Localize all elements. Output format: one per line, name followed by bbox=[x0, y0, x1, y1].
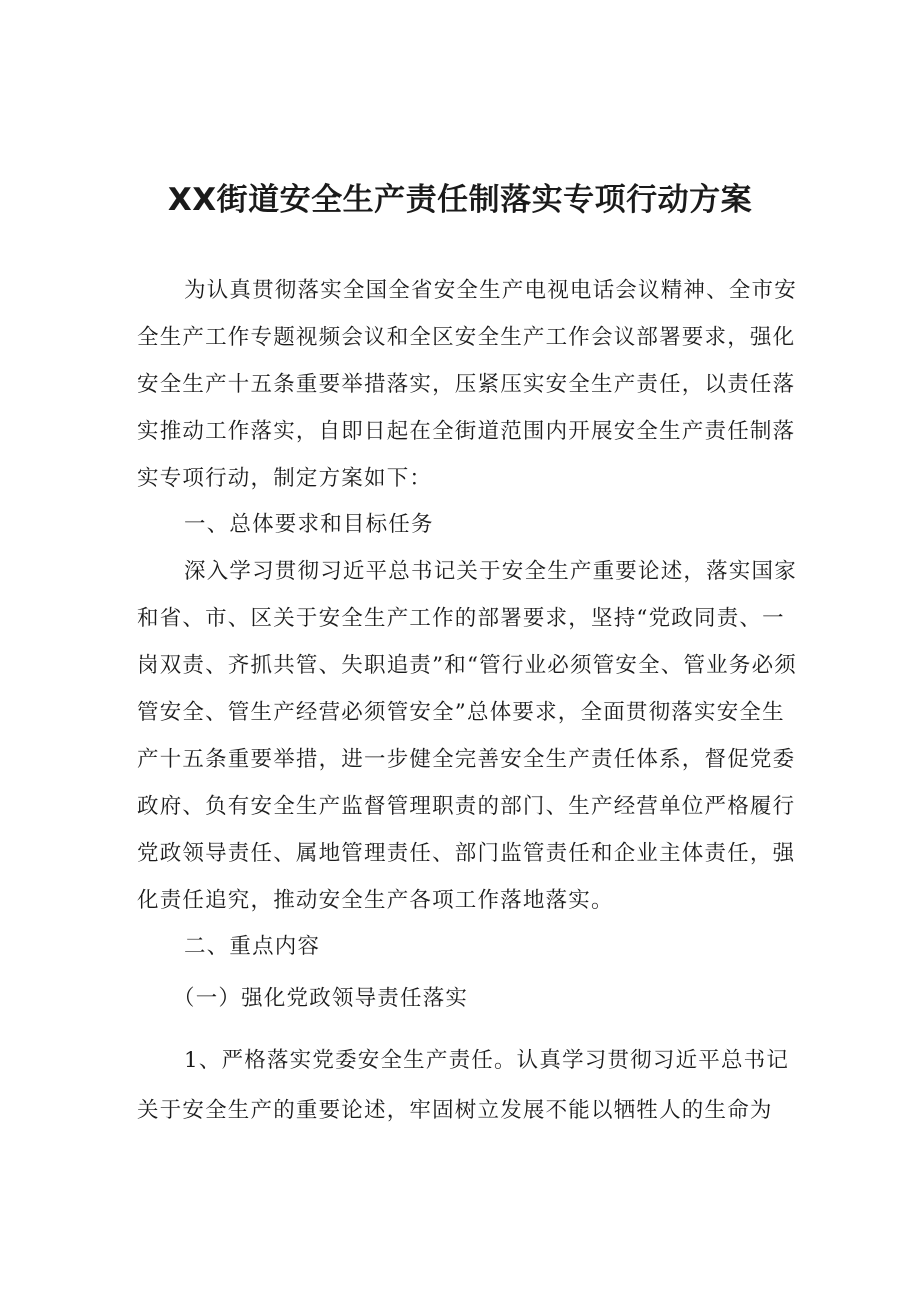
subsection-heading-party-leadership: （一）强化党政领导责任落实 bbox=[173, 986, 469, 1011]
item1-block bbox=[137, 1036, 797, 1136]
intro-paragraph: 为认真贯彻落实全国全省安全生产电视电话会议精神、全市安全生产工作专题视频会议和全区安全生产工作会议部署要求，强化安全生产十五条重要举措落实，压紧压实安全生产责任，以责任落实推动工作落实，自即日起在全街道范围内开展安全生产责任制落实专项行动，制定方案如下： bbox=[137, 278, 797, 491]
section1-block bbox=[137, 548, 797, 924]
heading-block-1 bbox=[137, 501, 797, 548]
intro-block bbox=[137, 267, 797, 502]
section1-paragraph: 深入学习贯彻习近平总书记关于安全生产重要论述，落实国家和省、市、区关于安全生产工作的部署要求，坚持“党政同责、一岗双责、齐抓共管、失职追责”和“管行业必须管安全、管业务必须管安全、管生产经营必须管安全”总体要求，全面贯彻落实安全生产十五条重要举措，进一步健全完善安全生产责任体系，督促党委政府、负有安全生产监督管理职责的部门、生产经营单位严格履行党政领导责任、属地管理责任、部门监管责任和企业主体责任，强化责任追究，推动安全生产各项工作落地落实。 bbox=[137, 559, 797, 913]
section-heading-key-contents: 二、重点内容 bbox=[184, 934, 321, 959]
document-title: XX街道安全生产责任制落实专项行动方案 bbox=[167, 182, 753, 218]
item1-paragraph: 1、严格落实党委安全生产责任。认真学习贯彻习近平总书记关于安全生产的重要论述，牢固树立发展不能以牺牲人的生命为 bbox=[137, 1048, 790, 1123]
section-heading-overall-requirements: 一、总体要求和目标任务 bbox=[184, 512, 434, 537]
subheading-block-1 bbox=[137, 975, 797, 1022]
heading-block-2 bbox=[137, 923, 797, 970]
